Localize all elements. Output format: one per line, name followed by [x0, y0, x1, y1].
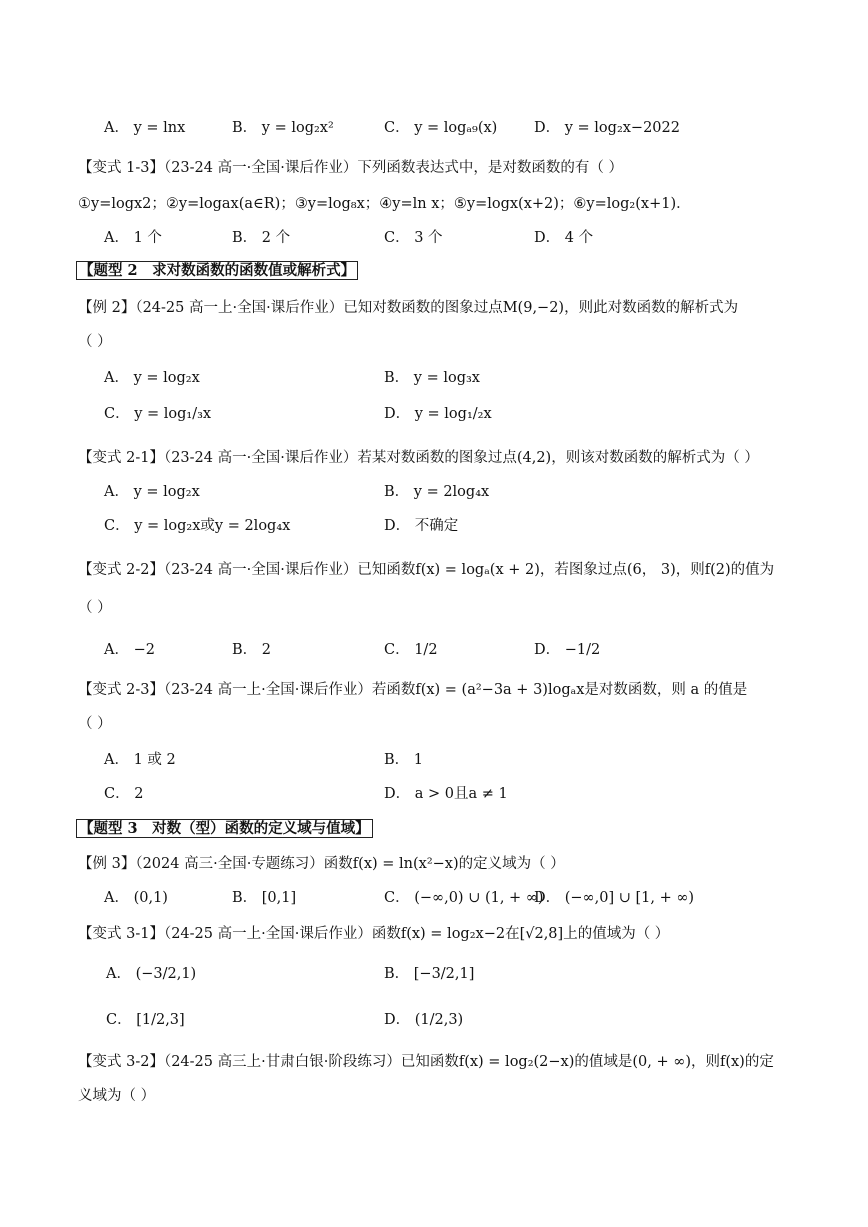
option-a: A． y = log₂x — [104, 370, 200, 386]
section-title-text: 【题型 3 对数（型）函数的定义域与值域】 — [76, 819, 373, 838]
question-stem: 【变式 3-1】（24-25 高一上·全国·课后作业）函数f(x) = log₂x−2在[√2,8]上的值域为（ ） — [78, 926, 670, 942]
option-a: A． y = log₂x — [104, 484, 200, 500]
section-title — [76, 260, 358, 282]
option-b: B． y = log₂x² — [232, 120, 334, 136]
question-stem: 【变式 2-3】（23-24 高一上·全国·课后作业）若函数f(x) = (a²−3a + 3)logₐx是对数函数，则 a 的值是 — [78, 682, 748, 698]
option-b: B． y = 2log₄x — [384, 484, 490, 500]
option-a: A． (0,1) — [104, 890, 168, 906]
question-stem: 【例 2】（24-25 高一上·全国·课后作业）已知对数函数的图象过点M(9,−2)，则此对数函数的解析式为 — [78, 300, 739, 316]
option-a: A． y = lnx — [104, 120, 186, 136]
option-c: C． 3 个 — [384, 230, 443, 246]
option-a: A． −2 — [104, 642, 155, 658]
question-paren: 义域为（ ） — [78, 1088, 156, 1104]
option-d: D． a > 0且a ≠ 1 — [384, 786, 508, 802]
question-stem: 【例 3】（2024 高三·全国·专题练习）函数f(x) = ln(x²−x)的定义域为（ ） — [78, 856, 565, 872]
option-b: B． [−3/2,1] — [384, 966, 475, 982]
option-c: C． y = logₐ₉(x) — [384, 120, 498, 136]
option-d: D． (1/2,3) — [384, 1012, 464, 1028]
section-title-text: 【题型 2 求对数函数的函数值或解析式】 — [76, 261, 358, 280]
question-stem: 【变式 3-2】（24-25 高三上·甘肃白银·阶段练习）已知函数f(x) = log₂(2−x)的值域是(0, + ∞)，则f(x)的定 — [78, 1054, 774, 1070]
section-title — [76, 818, 373, 840]
option-a: A． (−3/2,1) — [106, 966, 197, 982]
option-b: B． 2 — [232, 642, 271, 658]
option-d: D． y = log₁/₂x — [384, 406, 492, 422]
option-c: C． 2 — [104, 786, 144, 802]
question-stem: 【变式 2-2】（23-24 高一·全国·课后作业）已知函数f(x) = logₐ(x + 2)，若图象过点(6， 3)，则f(2)的值为 — [78, 562, 775, 578]
option-c: C． [1/2,3] — [106, 1012, 185, 1028]
option-d: D． 不确定 — [384, 518, 459, 534]
option-b: B． y = log₃x — [384, 370, 480, 386]
option-d: D． y = log₂x−2022 — [534, 120, 680, 136]
question-paren: （ ） — [78, 716, 112, 732]
question-paren: （ ） — [78, 600, 112, 616]
option-b: B． [0,1] — [232, 890, 297, 906]
option-c: C． y = log₂x或y = 2log₄x — [104, 518, 291, 534]
option-c: C． y = log₁/₃x — [104, 406, 212, 422]
option-d: D． 4 个 — [534, 230, 594, 246]
option-d: D． (−∞,0] ∪ [1, + ∞) — [534, 890, 695, 906]
question-stem: 【变式 2-1】（23-24 高一·全国·课后作业）若某对数函数的图象过点(4,2)，则该对数函数的解析式为（ ） — [78, 450, 759, 466]
option-a: A． 1 个 — [104, 230, 162, 246]
option-b: B． 2 个 — [232, 230, 291, 246]
question-paren: （ ） — [78, 334, 112, 350]
option-d: D． −1/2 — [534, 642, 601, 658]
question-items: ①y=logx2；②y=logax(a∈R)；③y=log₈x；④y=ln x；⑤y=logx(x+2)；⑥y=log₂(x+1)． — [78, 196, 691, 212]
option-c: C． (−∞,0) ∪ (1, + ∞) — [384, 890, 544, 906]
option-c: C． 1/2 — [384, 642, 438, 658]
option-b: B． 1 — [384, 752, 423, 768]
question-stem: 【变式 1-3】（23-24 高一·全国·课后作业）下列函数表达式中，是对数函数的有（ ） — [78, 160, 623, 176]
option-a: A． 1 或 2 — [104, 752, 176, 768]
